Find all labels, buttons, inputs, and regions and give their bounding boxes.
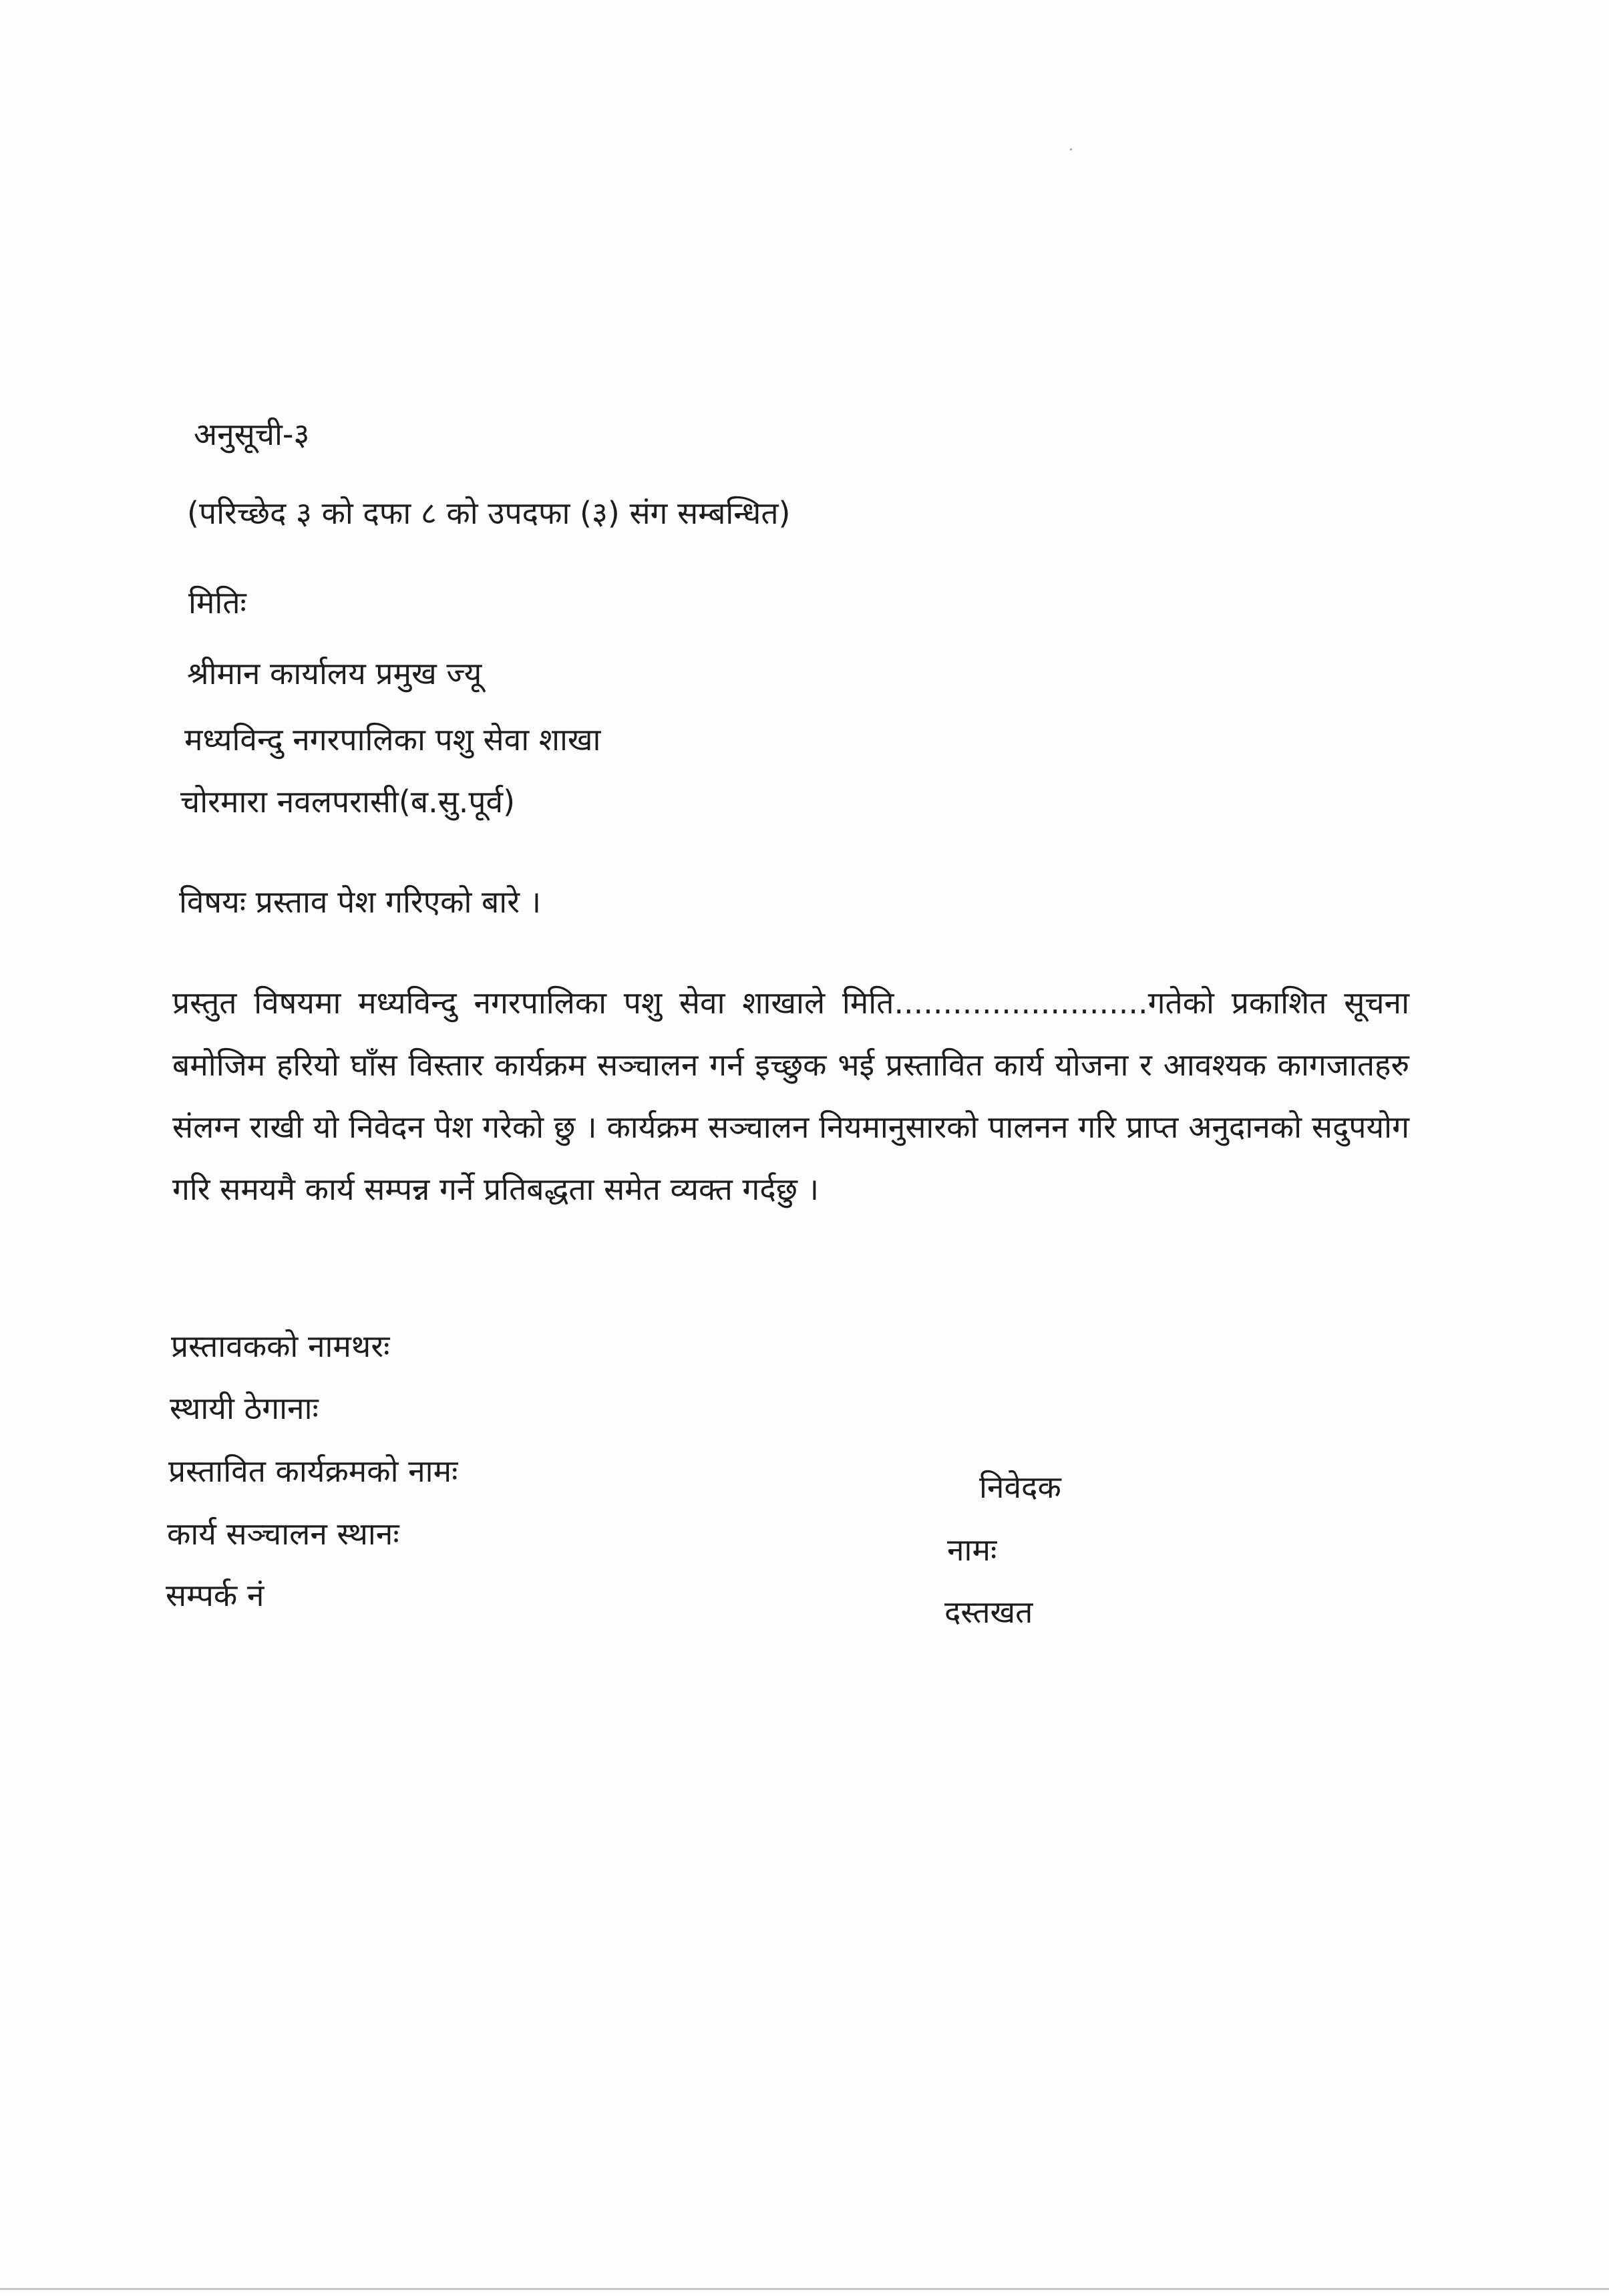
recipient-line-2: मध्यविन्दु नगरपालिका पशु सेवा शाखा	[184, 721, 601, 758]
date-label: मितिः	[188, 585, 246, 621]
permanent-address-field: स्थायी ठेगानाः	[170, 1390, 319, 1426]
contact-number-field: सम्पर्क नं	[166, 1577, 264, 1613]
recipient-line-1: श्रीमान कार्यालय प्रमुख ज्यू	[187, 655, 482, 691]
applicant-title: निवेदक	[979, 1469, 1061, 1505]
applicant-name-label: नामः	[947, 1532, 997, 1568]
scan-bottom-edge	[0, 2288, 1609, 2290]
schedule-title: अनुसूची-३	[194, 416, 310, 452]
scan-speck	[1070, 148, 1072, 150]
program-location-field: कार्य सञ्चालन स्थानः	[167, 1516, 399, 1552]
applicant-signature-label: दस्तखत	[944, 1594, 1033, 1630]
program-name-field: प्रस्तावित कार्यक्रमको नामः	[168, 1453, 458, 1489]
proposer-name-field: प्रस्तावकको नामथरः	[171, 1328, 390, 1364]
subject-line: विषयः प्रस्ताव पेश गरिएको बारे ।	[179, 884, 542, 920]
letter-body: प्रस्तुत विषयमा मध्यविन्दु नगरपालिका पशु सेवा शाखाले मिति..........................गतेको प्रकाशित सूचना बमोजिम हरियो घाँस विस्तार कार्यक्रम सञ्चालन गर्न इच्छुक भई प्रस्तावित कार्य योजना र आवश्यक कागजातहरु संलग्न राखी यो निवेदन पेश गरेको छु । कार्यक्रम सञ्चालन नियमानुसारको पालनन गरि प्राप्त अनुदानको सदुपयोग गरि समयमै कार्य सम्पन्न गर्ने प्रतिबद्धता समेत व्यक्त गर्दछु ।	[172, 985, 1409, 1207]
schedule-reference: (परिच्छेद ३ को दफा ८ को उपदफा (३) संग सम्बन्धित)	[187, 495, 791, 531]
recipient-line-3: चोरमारा नवलपरासी(ब.सु.पूर्व)	[180, 784, 516, 820]
